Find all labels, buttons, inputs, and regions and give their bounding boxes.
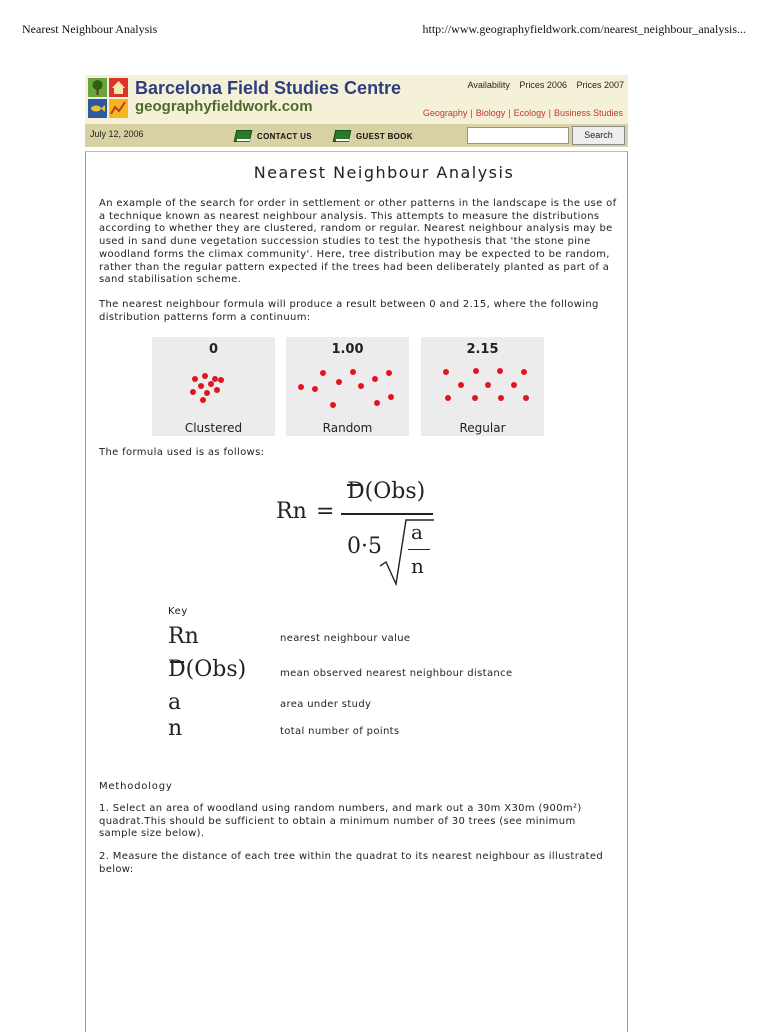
house-icon [109, 78, 128, 97]
tree-icon [88, 78, 107, 97]
pattern-label: Regular [459, 421, 506, 435]
fraction-rule [341, 513, 433, 515]
link-ecology[interactable]: Ecology [513, 108, 546, 118]
search-button[interactable]: Search [572, 126, 625, 145]
graph-icon [109, 99, 128, 118]
pattern-value: 0 [208, 342, 219, 357]
key-title: Key [168, 606, 188, 617]
key-description: mean observed nearest neighbour distance [280, 668, 513, 679]
nav-bar [85, 124, 628, 147]
search-input[interactable] [467, 127, 569, 144]
fraction-rule-inner [408, 549, 430, 550]
contact-us-label: CONTACT US [257, 131, 312, 141]
print-url[interactable]: http://www.geographyfieldwork.com/nearest_neighbour_analysis... [422, 22, 746, 36]
formula-area: a [411, 520, 423, 544]
site-logo[interactable] [88, 78, 129, 119]
key-description: nearest neighbour value [280, 633, 411, 644]
key-symbol: Rn [168, 624, 199, 649]
link-business-studies[interactable]: Business Studies [553, 108, 623, 118]
site-domain[interactable]: geographyfieldwork.com [135, 98, 313, 115]
key-symbol: a [168, 690, 182, 715]
guest-book-button[interactable] [334, 128, 413, 144]
key-symbol: n [168, 716, 183, 741]
formula-coefficient: 0·5 [347, 534, 382, 559]
formula-lhs: Rn [276, 499, 307, 524]
pattern-random [286, 337, 409, 436]
formula-equals: = [316, 499, 335, 524]
methodology-heading: Methodology [99, 781, 173, 792]
print-header [22, 22, 746, 38]
pattern-clustered [152, 337, 275, 436]
formula [273, 478, 443, 586]
pattern-label: Clustered [184, 421, 243, 435]
site-banner [85, 75, 628, 124]
pattern-regular [421, 337, 544, 436]
site-name[interactable]: Barcelona Field Studies Centre [135, 78, 402, 98]
pattern-value: 1.00 [331, 342, 364, 357]
print-title: Nearest Neighbour Analysis [22, 22, 158, 36]
formula-count: n [411, 554, 424, 578]
link-biology[interactable]: Biology [475, 108, 506, 118]
methodology-step: 2. Measure the distance of each tree within the quadrat to its nearest neighbour as illustrated below: [99, 851, 604, 875]
formula-intro: The formula used is as follows: [99, 447, 265, 458]
link-prices-2006[interactable]: Prices 2006 [519, 80, 567, 90]
square-root-icon [378, 518, 438, 586]
link-geography[interactable]: Geography [422, 108, 468, 118]
link-availability[interactable]: Availability [467, 80, 510, 90]
fish-icon [88, 99, 107, 118]
pattern-label: Random [322, 421, 373, 435]
page-title: Nearest Neighbour Analysis [253, 163, 515, 182]
guest-book-label: GUEST BOOK [356, 131, 413, 141]
formula-numerator: D(Obs) [347, 479, 426, 504]
date-label: July 12, 2006 [90, 129, 144, 139]
book-icon [235, 130, 251, 142]
link-prices-2007[interactable]: Prices 2007 [576, 80, 624, 90]
contact-us-button[interactable] [235, 128, 312, 144]
intro-paragraph: An example of the search for order in settlement or other patterns in the landscape is the use of a technique known as nearest neighbour analysis. This attempts to measure the distributions according to whether they are clustered, random or regular. Nearest neighbour analysis may be used in sand dune vegetation succession studies to test the hypothesis that 'the stone pine woodland forms the climax community'. Here, tree distribution may be expected to be random, rather than the regular pattern expected if the trees had been deliberately planted as part of a sand stabilisation scheme. [99, 198, 617, 286]
key-symbol: D(Obs) [168, 657, 247, 682]
continuum-paragraph: The nearest neighbour formula will produce a result between 0 and 2.15, where the following distribution patterns form a continuum: [99, 299, 599, 323]
methodology-step: 1. Select an area of woodland using random numbers, and mark out a 30m X30m (900m²) quadrat.This should be sufficient to obtain a minimum number of 30 trees (see minimum sample size below). [99, 803, 582, 840]
subject-links: Geography | Biology | Ecology | Business Studies [422, 108, 623, 118]
pattern-value: 2.15 [466, 342, 499, 357]
key-description: total number of points [280, 726, 400, 737]
key-description: area under study [280, 699, 372, 710]
book-icon [334, 130, 350, 142]
top-links [461, 80, 624, 90]
